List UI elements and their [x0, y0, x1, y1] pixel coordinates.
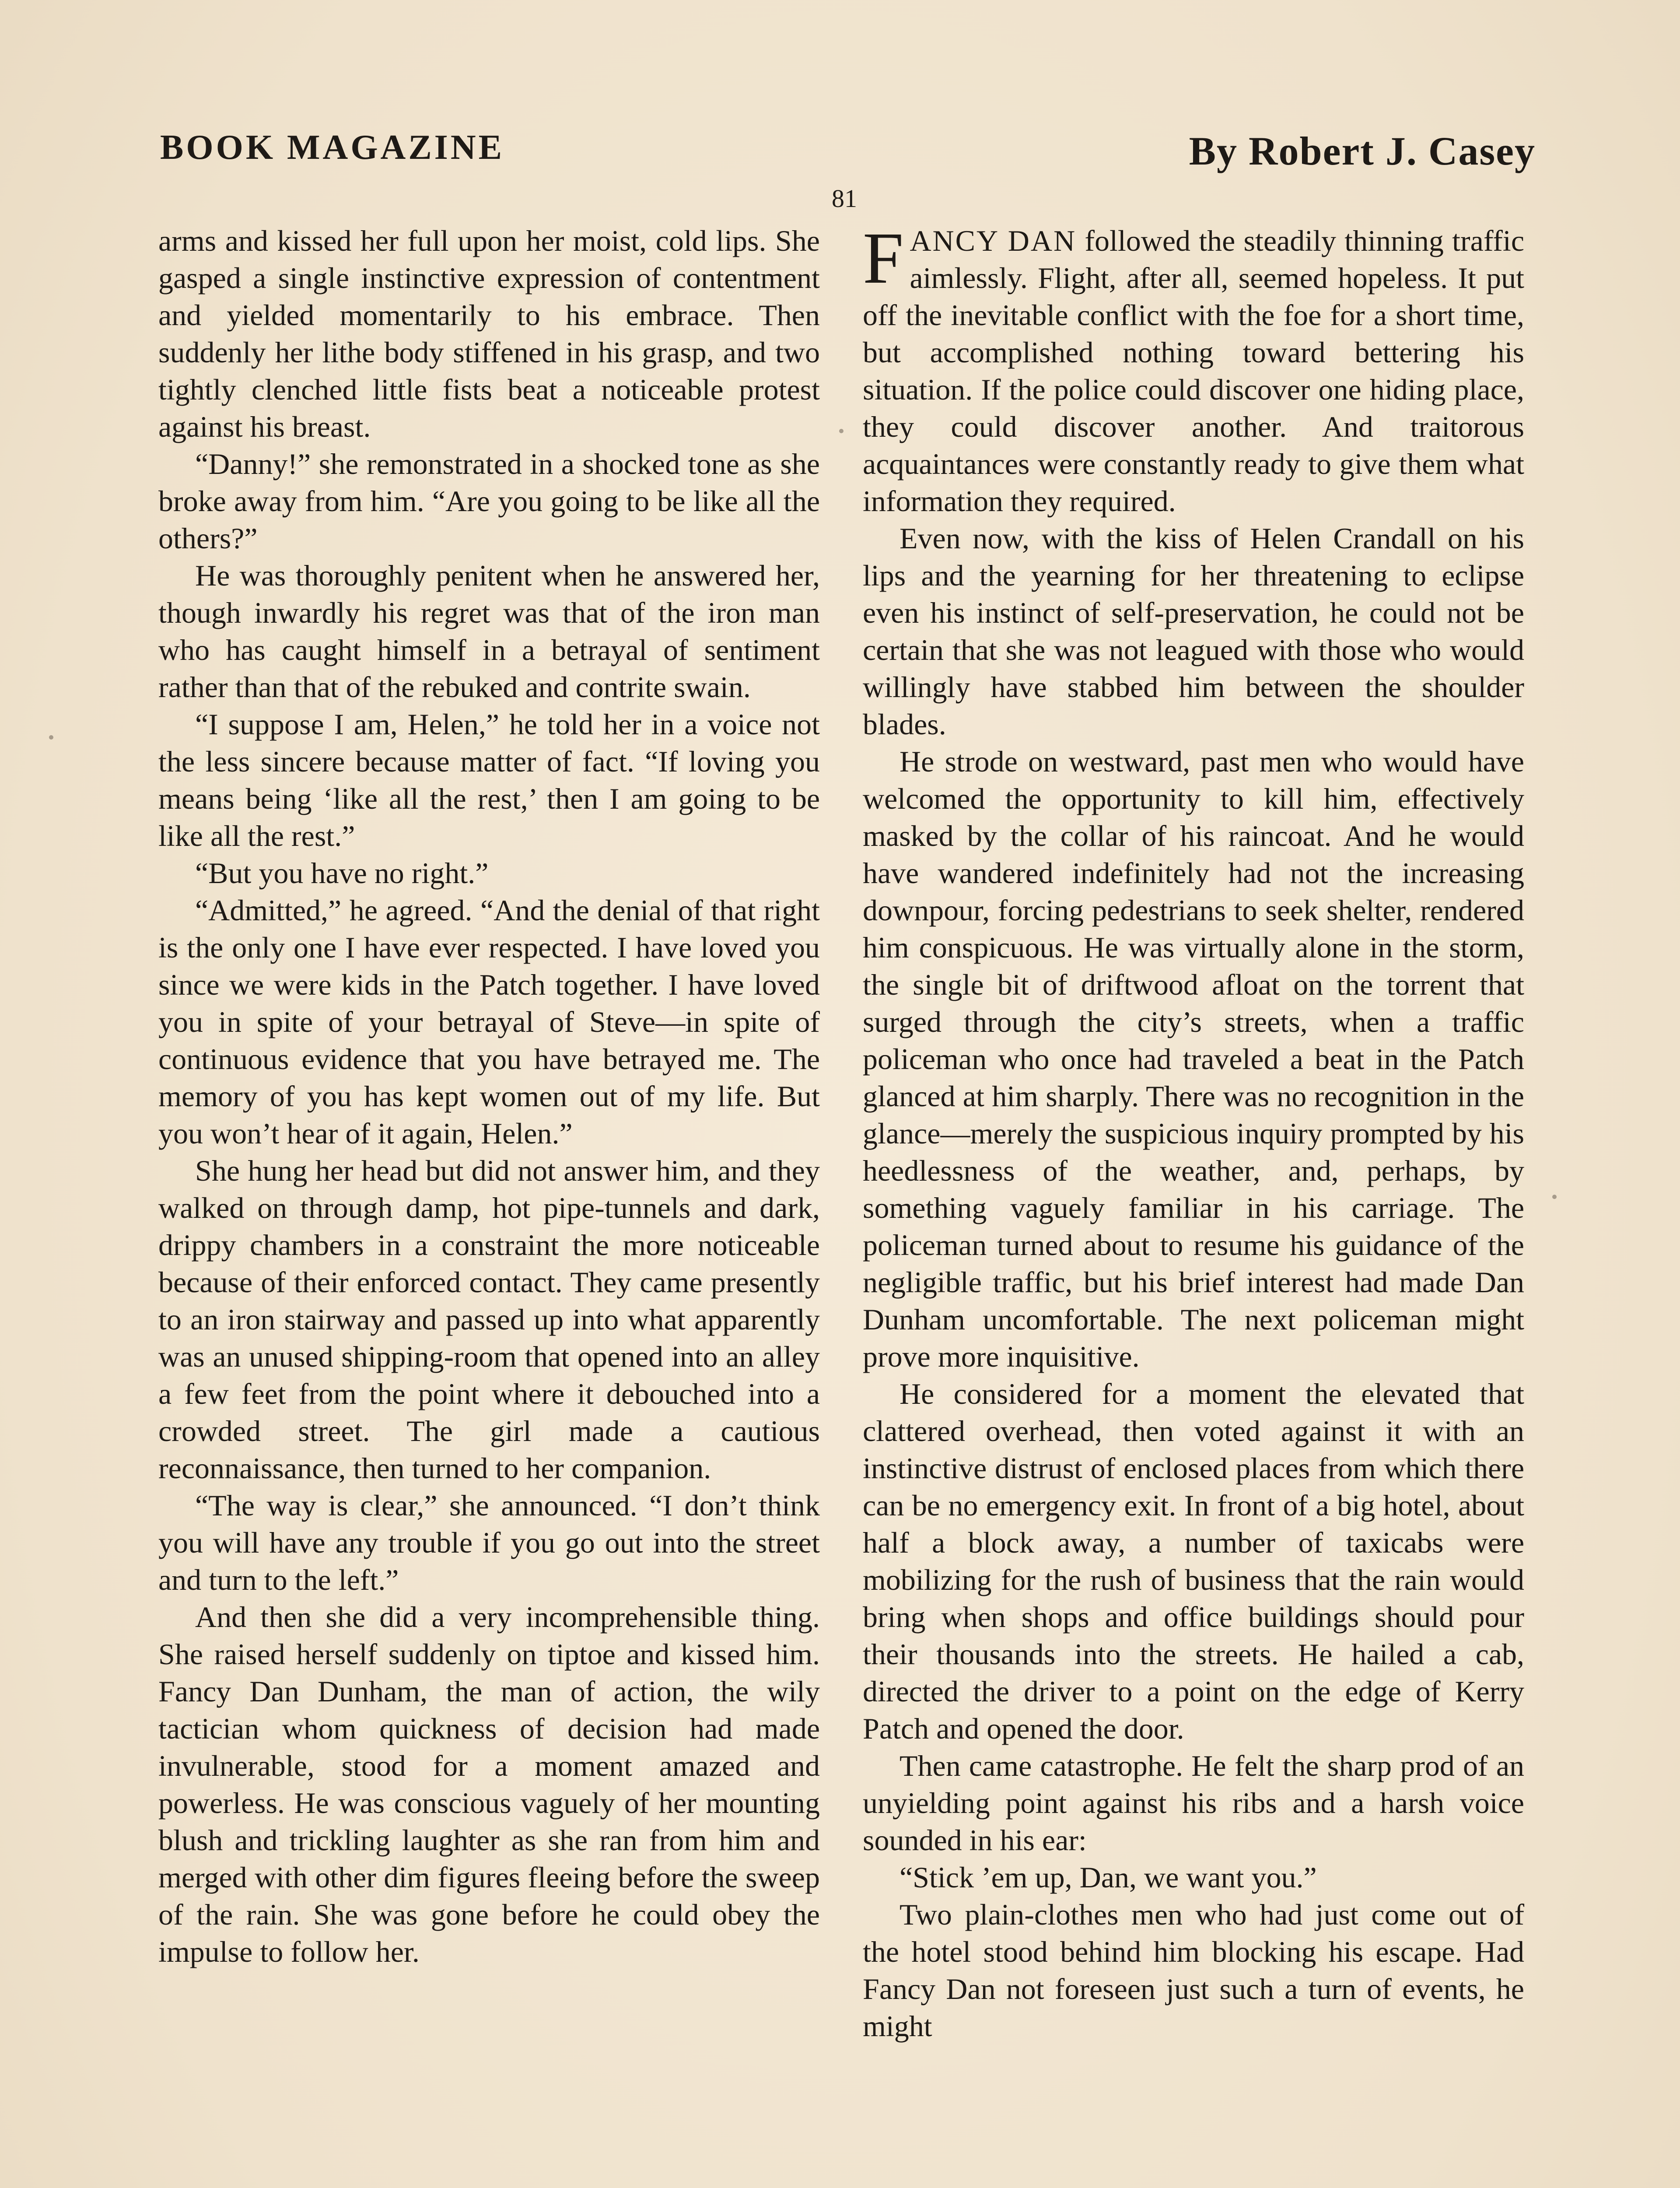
drop-cap: F — [863, 217, 904, 299]
paragraph: “Stick ’em up, Dan, we want you.” — [900, 1861, 1317, 1894]
paragraph: “Danny!” she remonstrated in a shocked tone as she broke away from him. “Are you going to be like all the others?” — [158, 447, 820, 555]
author-byline: By Robert J. Casey — [1189, 129, 1536, 173]
paragraph: “The way is clear,” she announced. “I don’t think you will have any trouble if you go out into the street and turn to the left.” — [158, 1489, 820, 1596]
paragraph: arms and kissed her full upon her moist, cold lips. She gasped a single instinctive expression of contentment and yielded momentarily to his embrace. Then suddenly her lithe body stiffened in his grasp, and two tightly clenched little fists beat a noticeable protest against his breast. — [158, 224, 820, 443]
opening-text: followed the steadily thinning traffic aimlessly. Flight, after all, seemed hopeless. It put off the inevitable conflict with the foe for a short time, but accomplished nothing toward bettering his situation. If the police could discover one hiding place, they could discover another. And traitorous acquaintances were constantly ready to give them what information they required. — [863, 224, 1524, 518]
paragraph: Two plain-clothes men who had just come out of the hotel stood behind him blocking his escape. Had Fancy Dan not foreseen just such a turn of events, he might — [863, 1898, 1524, 2043]
opening-small-caps: ANCY DAN — [910, 224, 1077, 257]
paragraph: And then she did a very incomprehensible thing. She raised herself suddenly on tiptoe and kissed him. Fancy Dan Dunham, the man of action, the wily tactician whom quickness of decision had made invulnerable, stood for a moment amazed and powerless. He was conscious vaguely of her mounting blush and trickling laughter as she ran from him and merged with other dim figures fleeing before the sweep of the rain. She was gone before he could obey the impulse to follow her. — [158, 1600, 820, 1968]
paragraph: “But you have no right.” — [195, 856, 489, 890]
page-number: 81 — [832, 184, 857, 213]
print-speck — [49, 735, 53, 740]
paragraph: Even now, with the kiss of Helen Crandall on his lips and the yearning for her threatening to eclipse even his instinct of self-preservation, he could not be certain that she was not leagued with those who would willingly have stabbed him between the shoulder blades. — [863, 522, 1524, 741]
paragraph: “Admitted,” he agreed. “And the denial of that right is the only one I have ever respected. I have loved you since we were kids in the Patch together. I have loved you in spite of your betrayal of Steve—in spite of continuous evidence that you have betrayed me. The memory of you has kept women out of my life. But you won’t hear of it again, Helen.” — [158, 894, 820, 1150]
right-column — [863, 217, 1524, 2045]
opening-paragraph — [863, 217, 1524, 520]
print-speck — [839, 429, 844, 433]
paragraph: He considered for a moment the elevated that clattered overhead, then voted against it with an instinctive distrust of enclosed places from which there can be no emergency exit. In front of a big hotel, about half a block away, a number of taxicabs were mobilizing for the rush of business that the rain would bring when shops and office buildings should pour their thousands into the streets. He hailed a cab, directed the driver to a point on the edge of Kerry Patch and opened the door. — [863, 1377, 1524, 1745]
print-speck — [1552, 1195, 1557, 1199]
magazine-title: BOOK MAGAZINE — [160, 128, 504, 167]
paragraph: He was thoroughly penitent when he answered her, though inwardly his regret was that of the iron man who has caught himself in a betrayal of sentiment rather than that of the rebuked and contrite swain. — [158, 559, 820, 704]
paragraph: “I suppose I am, Helen,” he told her in a voice not the less sincere because matter of fact. “If loving you means being ‘like all the rest,’ then I am going to be like all the rest.” — [158, 708, 820, 852]
paragraph: He strode on westward, past men who would have welcomed the opportunity to kill him, effectively masked by the collar of his raincoat. And he would have wandered indefinitely had not the increasing downpour, forcing pedestrians to seek shelter, rendered him conspicuous. He was virtually alone in the storm, the single bit of driftwood afloat on the torrent that surged through the city’s streets, when a traffic policeman who once had traveled a beat in the Patch glanced at him sharply. There was no recognition in the glance—merely the suspicious inquiry prompted by his heedlessness of the weather, and, perhaps, by something vaguely familiar in his carriage. The policeman turned about to resume his guidance of the negligible traffic, but his brief interest had made Dan Dunham uncomfortable. The next policeman might prove more inquisitive. — [863, 745, 1524, 1373]
paragraph: Then came catastrophe. He felt the sharp prod of an unyielding point against his ribs and a harsh voice sounded in his ear: — [863, 1749, 1524, 1857]
paragraph: She hung her head but did not answer him, and they walked on through damp, hot pipe-tunnels and dark, drippy chambers in a constraint the more noticeable because of their enforced contact. They came presently to an iron stairway and passed up into what apparently was an unused shipping-room that opened into an alley a few feet from the point where it debouched into a crowded street. The girl made a cautious reconnaissance, then turned to her companion. — [158, 1154, 820, 1485]
left-column — [158, 222, 820, 1971]
